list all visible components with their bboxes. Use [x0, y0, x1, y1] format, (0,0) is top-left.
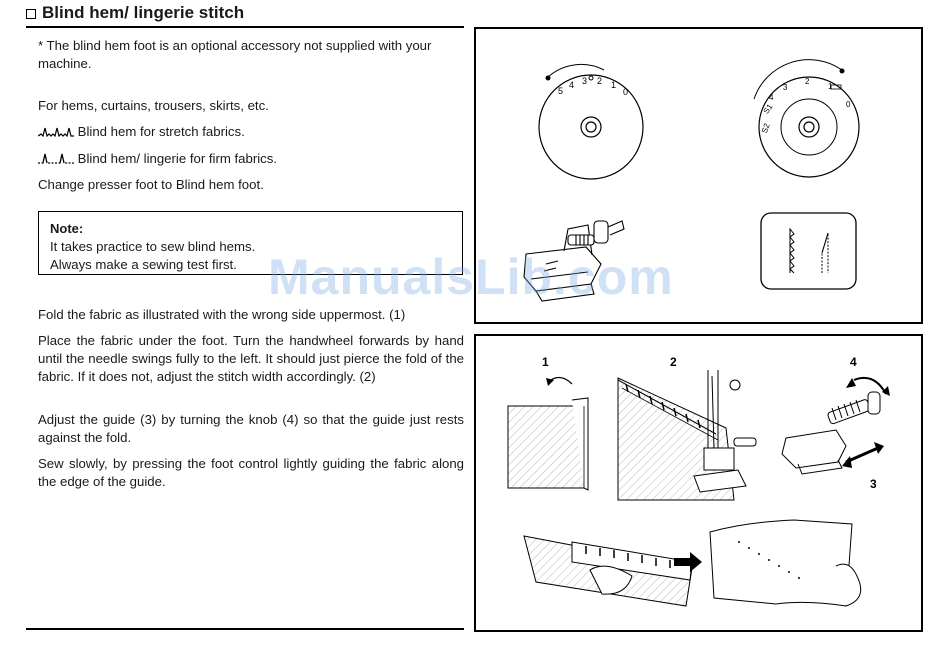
- firm-stitch-line: [38, 150, 464, 168]
- dial-left-number: 5: [558, 86, 564, 96]
- dial-right-number: 1: [828, 82, 833, 91]
- section-header: [26, 2, 464, 28]
- bottom-rule: [26, 628, 464, 630]
- figure-label-4: 4: [850, 355, 857, 369]
- dial-right-number: 3: [783, 83, 788, 92]
- procedure-illustration-panel: [474, 334, 923, 632]
- note-title: Note:: [50, 221, 84, 236]
- dial-right-number: S1: [761, 102, 775, 116]
- figure-label-3: 3: [870, 477, 877, 491]
- note-line-2: Always make a sewing test first.: [50, 257, 237, 272]
- fold-fabric-figure: [508, 355, 588, 490]
- fold-instruction: Fold the fabric as illustrated with the wrong side uppermost. (1): [38, 307, 406, 322]
- accessory-note: * The blind hem foot is an optional accessory not supplied with your machine.: [38, 38, 432, 71]
- change-foot-text: Change presser foot to Blind hem foot.: [38, 177, 264, 192]
- dial-right-number: S2: [759, 122, 772, 135]
- figure-label-2: 2: [670, 355, 677, 369]
- dial-right-number: 0: [846, 100, 851, 109]
- finished-hem-figure: [710, 520, 861, 606]
- uses-text: For hems, curtains, trousers, skirts, etc.: [38, 98, 269, 113]
- dial-left-number: 3: [582, 76, 588, 86]
- dial-left-number: 1: [611, 80, 617, 90]
- firm-stitch-label: Blind hem/ lingerie for firm fabrics.: [77, 151, 278, 166]
- checkbox-square-icon: [26, 9, 36, 19]
- adjust-instruction: Adjust the guide (3) by turning the knob (4) so that the guide just rests against the fold.: [38, 412, 464, 445]
- stretch-blind-hem-icon: [38, 125, 74, 137]
- sewing-hem-figure: [524, 536, 692, 606]
- place-instruction: Place the fabric under the foot. Turn the handwheel forwards by hand until the needle swings fully to the left. It should just pierce the fold of the fabric. If it does not, adjust the stitch width accordingly. (2): [38, 333, 464, 384]
- stitch-selector-dial: [754, 60, 859, 177]
- dial-right-number: 2: [805, 77, 810, 86]
- dial-right-number: 4: [769, 93, 774, 102]
- dial-left-number: 0: [623, 87, 629, 97]
- foot-guide-figure: [618, 355, 756, 500]
- figure-label-1: 1: [542, 355, 549, 369]
- section-title: Blind hem/ lingerie stitch: [42, 3, 245, 22]
- sew-instruction: Sew slowly, by pressing the foot control lightly guiding the fabric along the edge of the guide.: [38, 456, 464, 489]
- dial-left-number: 4: [569, 80, 575, 90]
- watermark: ManualsLib.com: [268, 249, 674, 305]
- note-line-1: It takes practice to sew blind hems.: [50, 239, 256, 254]
- stitch-pattern-card: [761, 213, 856, 289]
- firm-blind-hem-icon: [38, 152, 74, 164]
- procedure-illustration: [476, 336, 921, 630]
- stretch-stitch-label: Blind hem for stretch fabrics.: [77, 124, 245, 139]
- stretch-stitch-line: [38, 123, 464, 141]
- dial-left-number: 2: [597, 76, 603, 86]
- stitch-width-dial: [539, 64, 643, 179]
- guide-knob-figure: [782, 355, 890, 491]
